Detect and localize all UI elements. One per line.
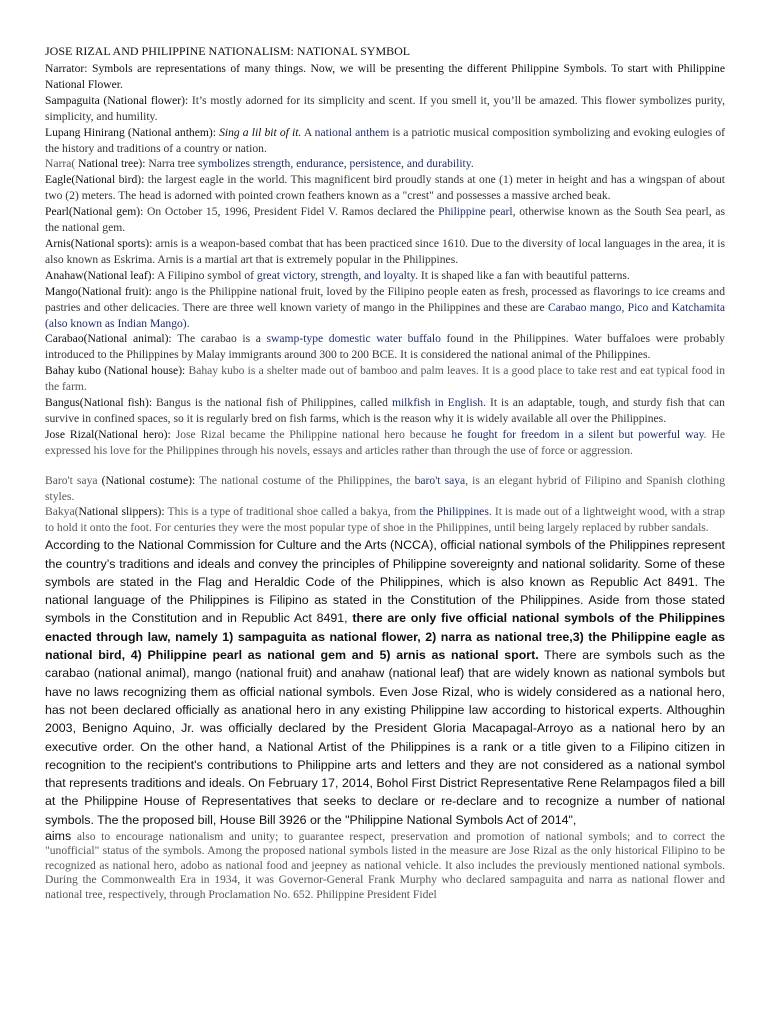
- aims-text: also to encourage nationalism and unity; to guarantee respect, preservation and promotion of national symbols; and to correct the "unofficial" status of the symbols. Among the proposed national symbols listed in the measure are Jose Rizal as the only historical Filipino to be recognized as national hero, adobo as national food and jeepney as national vehicle. It also includes the previously mentioned national symbols. During the Commonwealth Era in 1934, it was Governor-General Frank Murphy who declared sampaguita and narra as national flower and national tree, respectively, through Proclamation No. 652. Philippine President Fidel: [45, 830, 725, 901]
- ncca-bold-statement: there are only five official national symbols of the Philippines enacted through law, namely 1) sampaguita as national flower, 2) narra as national tree,3) the Philippine eagle as national bird, 4) Philippine pearl as national gem and 5) arnis as national sport.: [45, 611, 726, 663]
- pearl-text-1: On October 15, 1996, President Fidel V. Ramos declared the: [143, 205, 439, 219]
- rizal-text-2: . He expressed his love for the Philippines through his novels, essays and articles rather than through the use of force or aggression.: [45, 427, 726, 457]
- bangus-label: Bangus(National fish):: [45, 396, 153, 410]
- ncca-text-1: According to the National Commission for Culture and the Arts (NCCA), official national symbols of the Philippines represent the country’s traditions and ideals and convey the principles of Philippine sovereignty and national solidarity. Some of these symbols are stated in the Flag and Heraldic Code of the Philippines, which is also known as Republic Act 8491. The national language of the Philippines is Filipino as stated in the Constitution of the Philippines. Aside from those stated symbols in the Constitution and in Republic Act 8491,: [45, 538, 725, 626]
- sampaguita-text: It’s mostly adorned for its simplicity and scent. If you smell it, you’ll be amazed. This flower symbolizes purity, simplicity, and humility.: [45, 93, 725, 123]
- anthem-paragraph: [45, 125, 725, 157]
- narrator-label: Narrator:: [45, 62, 88, 75]
- mango-paragraph: [45, 284, 725, 332]
- barot-saya-label-a: Baro't saya: [45, 473, 102, 487]
- eagle-text: the largest eagle in the world. This magnificent bird proudly stands at one (1) meter in height and has a wingspan of about two (2) meters. The head is adorned with pointed crown feathers known as a "crest" and possesses a massive arched beak.: [45, 173, 726, 203]
- ncca-text-2: There are symbols such as the carabao (national animal), mango (national fruit) and anahaw (national leaf) that are widely known as national symbols but have no laws recognizing them as official national symbols. Even Jose Rizal, who is widely considered as a national hero, has not been declared officially as anational hero in any existing Philippine law according to historical experts. Althoughin 2003, Benigno Aquino, Jr. was officially declared by the President Gloria Macapagal-Arroyo as a national hero by an executive order. On the other hand, a National Artist of the Philippines is a rank or a title given to a Filipino citizen in recognition to the recipient's contributions to Philippine arts and letters and they are not considered as a national symbol that represents traditions and ideals. On February 17, 2014, Bohol First District Representative Rene Relampagos filed a bill at the Philippine House of Representatives that seeks to declare or re-declare and to recognize a number of national symbols. The the proposed bill, House Bill 3926 or the "Philippine National Symbols Act of 2014",: [45, 648, 725, 827]
- aims-lead: aims: [45, 829, 72, 844]
- aims-paragraph: [45, 829, 725, 902]
- bangus-paragraph: [45, 395, 725, 427]
- rizal-paragraph: [45, 427, 725, 459]
- ncca-paragraph: [45, 536, 725, 829]
- anahaw-text-2: . It is shaped like a fan with beautiful patterns.: [415, 268, 630, 282]
- pearl-paragraph: [45, 204, 725, 236]
- bangus-highlight: milkfish in English: [391, 396, 484, 410]
- barot-saya-text-2: , is an elegant hybrid of Filipino and Spanish clothing styles.: [45, 473, 725, 503]
- rizal-text-1: Jose Rizal became the Philippine national hero because: [170, 427, 452, 441]
- barot-saya-label-b: (National costume):: [101, 473, 196, 487]
- anahaw-text-1: A Filipino symbol of: [154, 268, 257, 282]
- mango-text-2: .: [186, 316, 190, 330]
- barot-saya-text-1: The national costume of the Philippines, the: [195, 473, 415, 487]
- anahaw-paragraph: [45, 268, 725, 284]
- document-page: [45, 44, 725, 902]
- sampaguita-label: Sampaguita (National flower):: [45, 93, 189, 107]
- sampaguita-paragraph: [45, 93, 725, 125]
- anthem-italic-note: Sing a lil bit of it.: [215, 125, 302, 139]
- carabao-paragraph: [45, 331, 725, 363]
- bahay-kubo-label: Bahay kubo (National house):: [45, 364, 186, 378]
- narra-text-2: .: [470, 157, 474, 171]
- document-title: JOSE RIZAL AND PHILIPPINE NATIONALISM: NATIONAL SYMBOL: [45, 44, 411, 58]
- carabao-text-2: found in the Philippines. Water buffaloes were probably introduced to the Philippines by Malay immigrants around 300 to 200 BCE. It is considered the national animal of the Philippines.: [45, 332, 725, 362]
- narrator-paragraph: [45, 61, 725, 93]
- bakya-paragraph: [45, 504, 725, 536]
- pearl-highlight: Philippine pearl: [438, 205, 513, 219]
- arnis-paragraph: [45, 236, 725, 268]
- pearl-label: Pearl(National gem):: [45, 205, 144, 219]
- bakya-highlight: the Philippines: [419, 505, 489, 519]
- section-spacer: [45, 459, 725, 473]
- bakya-text-2: . It is made out of a lightweight wood, with a strap to hold it onto the foot. For centuries they were the most popular type of shoe in the Philippines, until being largely replaced by rubber sandals.: [45, 505, 725, 535]
- anthem-highlight: national anthem: [314, 125, 390, 139]
- bahay-kubo-paragraph: [45, 363, 725, 395]
- anahaw-label: Anahaw(National leaf):: [45, 268, 155, 282]
- narra-paragraph: [45, 156, 725, 172]
- bangus-text-1: Bangus is the national fish of Philippines, called: [152, 396, 392, 410]
- bakya-label-b: National slippers):: [78, 505, 165, 519]
- bangus-text-2: . It is an adaptable, tough, and sturdy fish that can survive in confined spaces, so it is regularly bred on fish farms, which is the reason why it is widely available all over the Philippines.: [45, 396, 725, 425]
- mango-text-1: ango is the Philippine national fruit, loved by the Filipino people eaten as fresh, processed as flavorings to ice creams and pastries and other delicacies. There are three well known variety of mango in the Philippines and these are: [45, 284, 725, 314]
- eagle-paragraph: [45, 172, 725, 204]
- narrator-text: Symbols are representations of many things. Now, we will be presenting the different Philippine Symbols. To start with Philippine National Flower.: [45, 62, 725, 91]
- bahay-kubo-text: Bahay kubo is a shelter made out of bamboo and palm leaves. It is a good place to take rest and eat typical food in the farm.: [45, 364, 725, 394]
- eagle-label: Eagle(National bird):: [45, 173, 145, 187]
- bakya-label-a: Bakya(: [45, 505, 79, 519]
- carabao-highlight: swamp-type domestic water buffalo: [266, 332, 441, 346]
- mango-label: Mango(National fruit):: [45, 284, 152, 298]
- narra-label-a: Narra(: [45, 157, 76, 171]
- carabao-text-1: The carabao is a: [171, 332, 267, 346]
- arnis-text: arnis is a weapon-based combat that has been practiced since 1610. Due to the diversity of local languages in the area, it is also known as Eskrima. Arnis is a martial art that is extremely popular in the Philippines.: [45, 236, 725, 266]
- narra-highlight: symbolizes strength, endurance, persistence, and durability: [197, 157, 471, 171]
- pearl-text-2: , otherwise known as the South Sea pearl, as the national gem.: [45, 205, 725, 235]
- barot-saya-paragraph: [45, 473, 725, 505]
- carabao-label: Carabao(National animal):: [45, 332, 172, 346]
- anthem-text-1: A: [301, 125, 315, 139]
- rizal-highlight: he fought for freedom in a silent but powerful way: [451, 427, 704, 441]
- bakya-text-1: This is a type of traditional shoe called a bakya, from: [164, 505, 420, 519]
- arnis-label: Arnis(National sports):: [45, 236, 153, 250]
- narra-text-1: Narra tree: [145, 157, 198, 171]
- anahaw-highlight: great victory, strength, and loyalty: [256, 268, 416, 282]
- narra-label-b: National tree):: [75, 157, 146, 171]
- mango-highlight: Carabao mango, Pico and Katchamita (also known as Indian Mango): [45, 300, 725, 330]
- anthem-text-2: is a patriotic musical composition symbolizing and evoking eulogies of the history and traditions of a country or nation.: [45, 125, 726, 155]
- barot-saya-highlight: baro't saya: [414, 473, 466, 487]
- anthem-label: Lupang Hinirang (National anthem):: [45, 125, 216, 139]
- rizal-label: Jose Rizal(National hero):: [45, 427, 171, 441]
